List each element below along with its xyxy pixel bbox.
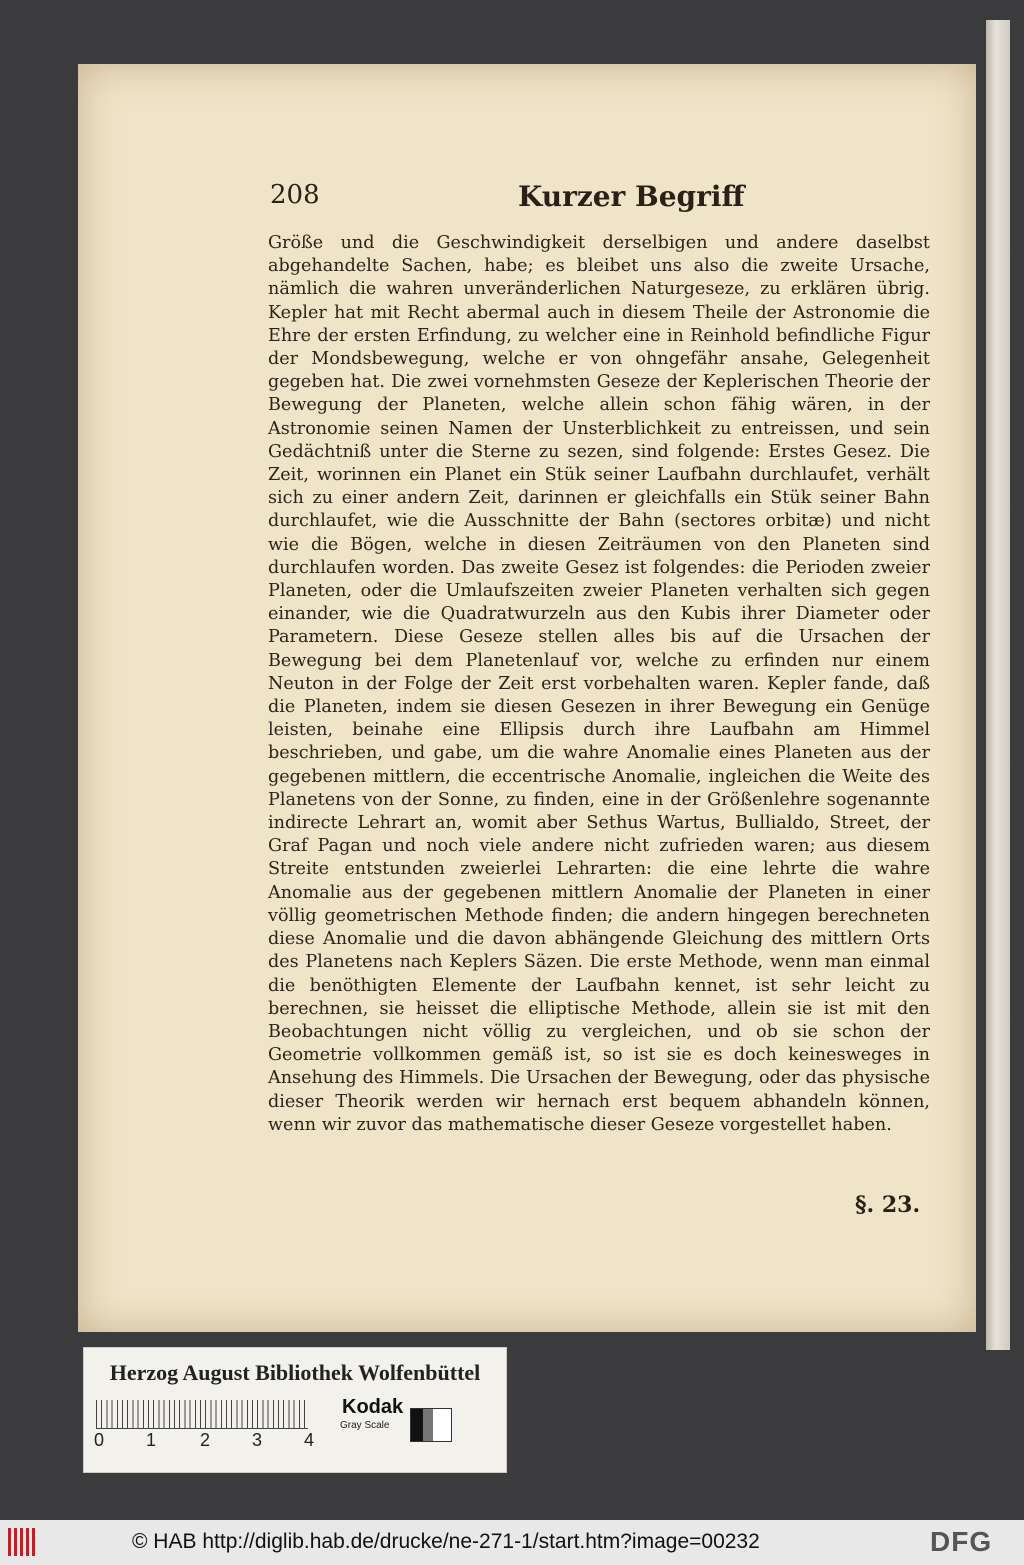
scale-ruler	[96, 1400, 308, 1429]
kodak-logo: Kodak	[342, 1396, 404, 1418]
ruler-digit: 1	[146, 1430, 157, 1450]
ruler-digit: 4	[304, 1430, 315, 1450]
hab-logo-icon	[8, 1528, 38, 1556]
ruler-digit: 0	[94, 1430, 105, 1450]
catchword: §. 23.	[855, 1192, 921, 1218]
running-head: Kurzer Begriff	[518, 180, 745, 213]
page-edge	[986, 20, 1010, 1350]
page-number: 208	[270, 180, 320, 210]
ruler-digits	[94, 1430, 324, 1454]
ruler-digit: 2	[200, 1430, 211, 1450]
gray-scale-swatch	[410, 1408, 452, 1442]
footer-citation	[132, 1530, 760, 1554]
source-link[interactable]: http://diglib.hab.de/drucke/ne-271-1/start.htm?image=00232	[202, 1530, 760, 1553]
library-name: Herzog August Bibliothek Wolfenbüttel	[109, 1360, 481, 1385]
footer-bar	[0, 1520, 1024, 1565]
ruler-digit: 3	[252, 1430, 263, 1450]
copyright-text: © HAB	[132, 1530, 197, 1553]
page-header	[270, 180, 930, 220]
body-paragraph: Größe und die Geschwindigkeit derselbigen und andere daselbst abgehandelte Sachen, habe; es bleibet uns also die zweite Ursache, nämlich die wahren unveränderlichen Naturgeseze, zu erklären übrig. Kepler hat mit Recht abermal auch in diesem Theile der Astronomie die Ehre der ersten Erfindung, zu welcher eine in Reinhold befindliche Figur der Mondsbewegung, welche er von ohngefähr ansahe, Gelegenheit gegeben hat. Die zwei vornehmsten Geseze der Keplerischen Theorie der Bewegung der Planeten, welche allein schon fähig wären, in der Astronomie seinen Namen der Unsterblichkeit zu entreissen, und sein Gedächtniß unter die Sterne zu sezen, sind folgende: Erstes Gesez. Die Zeit, worinnen ein Planet ein Stük seiner Laufbahn durchlaufet, verhält sich zu einer andern Zeit, darinnen er gleichfalls ein Stük seiner Bahn durchlaufet, wie die Ausschnitte der Bahn (sectores orbitæ) und nicht wie die Bögen, welche in diesen Zeiträumen von den Planeten sind durchlaufen worden. Das zweite Gesez ist folgendes: die Perioden zweier Planeten, oder die Umlaufszeiten zweier Planeten verhalten sich gegen einander, wie die Quadratwurzeln aus den Kubis ihrer Diameter oder Parametern. Diese Geseze stellen alles bis auf die Ursachen der Bewegung bei dem Planetenlauf vor, welche zu erfinden nur einem Neuton in der Folge der Zeit erst vorbehalten waren. Kepler fande, daß die Planeten, indem sie diesen Gesezen in ihrer Bewegung ein Genüge leisten, beinahe eine Ellipsis durch ihre Laufbahn am Himmel beschrieben, und gabe, um die wahre Anomalie eines Planeten aus der gegebenen mittlern, die eccentrische Anomalie, ingleichen die Weite des Planetens von der Sonne, zu finden, eine in der Größenlehre sogenannte indirecte Lehrart an, womit aber Sethus Wartus, Bullialdo, Street, der Graf Pagan und noch viele andere nicht zufrieden waren; aus diesem Streite entstunden zweierlei Lehrarten: die eine lehrte die wahre Anomalie aus der gegebenen mittlern Anomalie der Planeten in einer völlig geometrischen Methode finden; die andern hingegen berechneten diese Anomalie und die davon abhängende Gleichung des mittlern Orts des Planetens nach Keplers Säzen. Die erste Methode, wenn man einmal die benöthigten Elemente der Laufbahn kennet, ist sehr leicht zu berechnen, sie heisset die elliptische Methode, allein sie ist mit den Beobachtungen nicht völlig zu vergleichen, und ob sie schon der Geometrie vollkommen gemäß ist, so ist sie es doch keinesweges in Ansehung des Himmels. Die Ursachen der Bewegung, oder das physische dieser Theorik werden wir hernach erst bequem abhandeln können, wenn wir zuvor das mathematische dieser Geseze vorgestellet haben.	[268, 233, 930, 1135]
dfg-logo: DFG	[930, 1526, 993, 1557]
library-label-card	[83, 1347, 507, 1473]
gray-scale-label: Gray Scale	[340, 1420, 390, 1431]
body-text	[268, 232, 930, 1137]
